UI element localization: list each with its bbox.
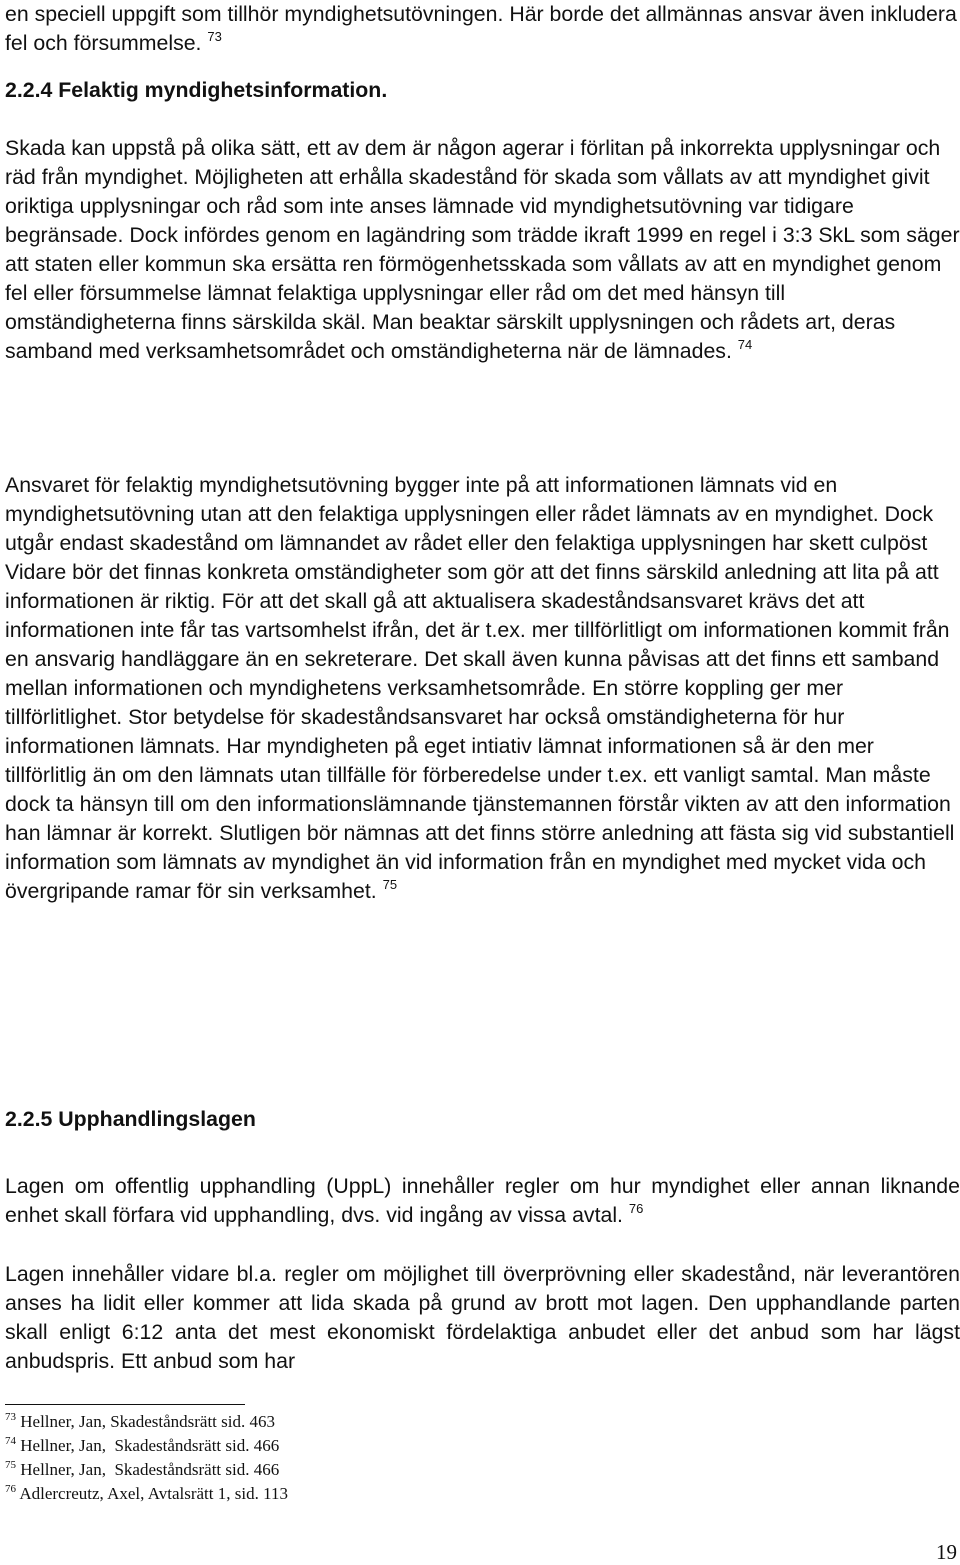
footnote-reference: 75 <box>382 877 398 892</box>
body-paragraph <box>5 471 960 906</box>
footnote-list <box>5 1410 288 1506</box>
paragraph-text: Skada kan uppstå på olika sätt, ett av dem är någon agerar i förlitan på inkorrekta upplysningar och räd från myndighet. Möjligheten att erhålla skadestånd för skada som vållats av att myndighet givit oriktiga upplysningar och råd som inte anses lämnade vid myndighetsutövning var tidigare begränsade. Dock infördes genom en lagändring som trädde ikraft 1999 en regel i 3:3 SkL som säger att staten eller kommun ska ersätta ren förmögenhetsskada som vållats av att en myndighet genom fel eller försummelse lämnat felaktiga upplysningar eller råd om det med hänsyn till omständigheterna finns särskilda skäl. Man beaktar särskilt upplysningen och rådets art, deras samband med verksamhetsområdet och omständigheterna när de lämnades. <box>5 136 960 363</box>
section-heading: 2.2.5 Upphandlingslagen <box>5 1107 256 1131</box>
footnote-text: Hellner, Jan, Skadeståndsrätt sid. 463 <box>20 1412 275 1431</box>
body-paragraph <box>5 1172 960 1230</box>
footnote-number: 73 <box>5 1411 16 1423</box>
footnote <box>5 1482 288 1506</box>
footnote-text: Hellner, Jan, Skadeståndsrätt sid. 466 <box>20 1460 280 1479</box>
footnote-text: Adlercreutz, Axel, Avtalsrätt 1, sid. 113 <box>19 1484 288 1503</box>
footnote <box>5 1410 288 1434</box>
footnote-divider <box>5 1404 245 1405</box>
paragraph-text: Lagen innehåller vidare bl.a. regler om möjlighet till överprövning eller skadestånd, när leverantören anses ha lidit eller kommer att lida skada på grund av brott mot lagen. Den upphandlande parten skall enligt 6:12 anta det mest ekonomiskt fördelaktiga anbudet eller det anbud som har lägst anbudspris. Ett anbud som har <box>5 1262 960 1373</box>
footnote <box>5 1434 288 1458</box>
paragraph-text: Ansvaret för felaktig myndighetsutövning bygger inte på att informationen lämnats vid en myndighetsutövning utan att den felaktiga upplysningen eller rådet lämnats av en myndighet. Dock utgår endast skadestånd om lämnandet av rådet eller den felaktiga upplysningen har skett culpöst Vidare bör det finnas konkreta omständigheter som gör att det finns särskild anledning att lita på att informationen är riktig. För att det skall gå att aktualisera skadeståndsansvaret krävs det att informationen inte får tas vartsomhelst ifrån, det är t.ex. mer tillförlitligt om informationen kommit från en ansvarig handläggare än en sekreterare. Det skall även kunna påvisas att det finns ett samband mellan informationen och myndighetens verksamhetsområde. En större koppling ger mer tillförlitlighet. Stor betydelse för skadeståndsansvaret har också omständigheterna för hur informationen lämnats. Har myndigheten på eget intiativ lämnat informationen så är den mer tillförlitlig än om den lämnats utan tillfälle för förberedelse under t.ex. ett vanligt samtal. Man måste dock ta hänsyn till om den informationslämnande tjänstemannen förstår vikten av att den information han lämnar är korrekt. Slutligen bör nämnas att det finns större anledning att fästa sig vid substantiell information som lämnats av myndighet än vid information från en myndighet med mycket vida och övergripande ramar för sin verksamhet. <box>5 473 955 903</box>
page-number: 19 <box>936 1540 957 1564</box>
section-heading: 2.2.4 Felaktig myndighetsinformation. <box>5 78 388 102</box>
body-paragraph <box>5 1260 960 1376</box>
footnote-number: 76 <box>5 1483 16 1495</box>
footnote-reference: 76 <box>628 1201 644 1216</box>
body-paragraph <box>5 134 960 366</box>
footnote <box>5 1458 288 1482</box>
paragraph-text: Lagen om offentlig upphandling (UppL) innehåller regler om hur myndighet eller annan liknande enhet skall förfara vid upphandling, dvs. vid ingång av vissa avtal. <box>5 1174 960 1227</box>
footnote-number: 74 <box>5 1435 16 1447</box>
footnote-text: Hellner, Jan, Skadeståndsrätt sid. 466 <box>20 1436 280 1455</box>
footnote-number: 75 <box>5 1459 16 1471</box>
footnote-reference: 73 <box>207 29 222 44</box>
footnote-reference: 74 <box>737 337 753 352</box>
body-paragraph <box>5 0 960 58</box>
paragraph-text: en speciell uppgift som tillhör myndighetsutövningen. Här borde det allmännas ansvar även inkludera fel och försummelse. <box>5 2 957 55</box>
